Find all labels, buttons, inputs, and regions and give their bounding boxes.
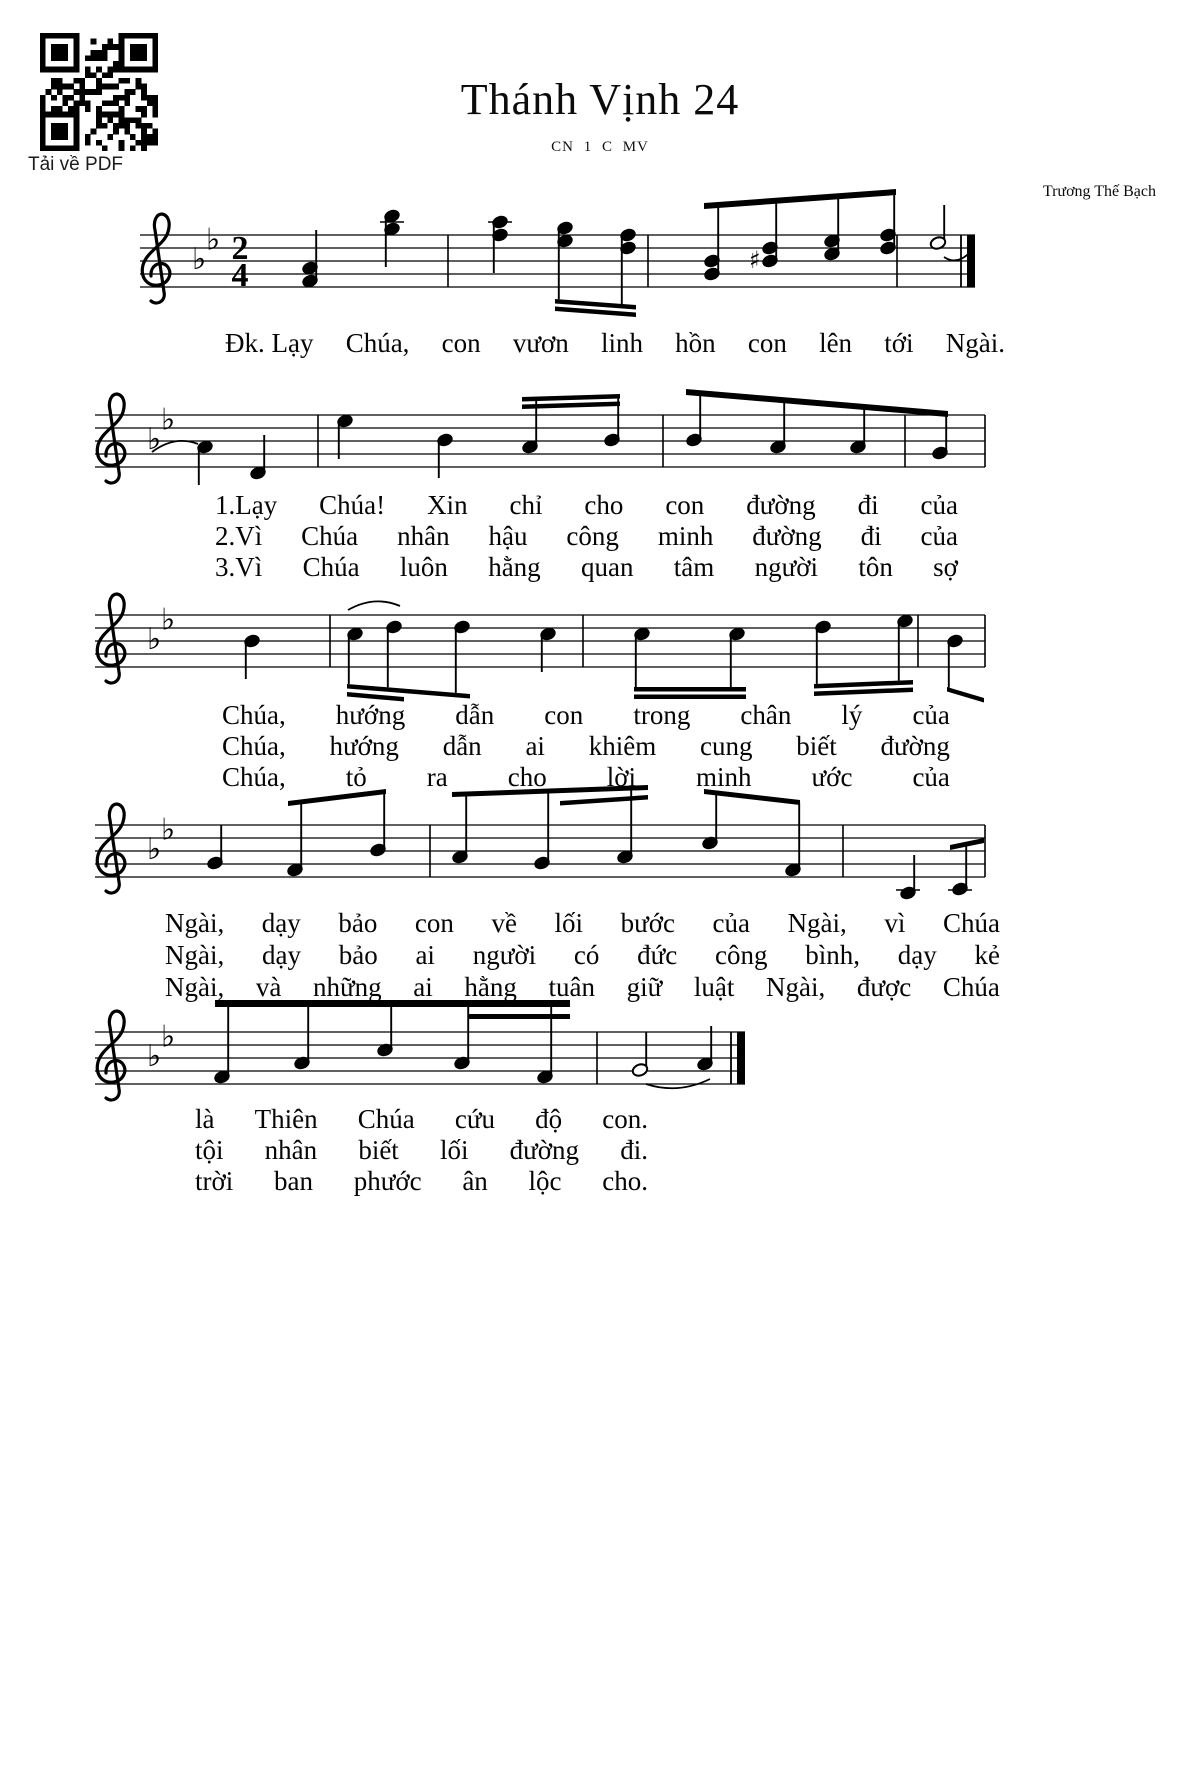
lyric-word: đường	[509, 1135, 580, 1165]
lyric-word: đường	[752, 521, 822, 551]
lyric-word: được	[856, 972, 912, 1002]
lyric-word: Chúa	[942, 972, 1000, 1002]
treble-clef-icon	[142, 214, 170, 303]
lyric-word: trời	[195, 1166, 234, 1196]
lyric-word: tuân	[548, 972, 595, 1002]
lyric-word: con	[747, 328, 787, 358]
staff-system-2	[95, 389, 985, 485]
lyric-word: đường	[880, 731, 950, 761]
flat-sign-icon: ♭	[147, 832, 162, 867]
lyric-word: cho	[584, 490, 624, 520]
note	[849, 407, 867, 455]
lyric-word: Đk. Lạy	[225, 328, 314, 358]
lyric-word: ân	[462, 1166, 488, 1196]
lyric-word: đi.	[620, 1135, 648, 1165]
beam	[686, 389, 948, 417]
lyric-word: vươn	[512, 328, 569, 358]
lyric-word: trong	[633, 700, 691, 730]
lyric-word: cho.	[602, 1166, 648, 1196]
flat-sign-icon: ♭	[161, 812, 176, 848]
lyric-word: con	[665, 490, 705, 520]
flat-sign-icon: ♭	[161, 402, 176, 438]
lyric-word: luôn	[399, 552, 448, 582]
lyric-word: linh	[600, 328, 643, 358]
lyric-word: người	[754, 552, 819, 582]
final-barline-thick	[737, 1032, 745, 1084]
beam	[704, 789, 800, 805]
note	[814, 619, 832, 683]
time-signature-denominator: 4	[231, 257, 249, 294]
note	[749, 201, 779, 274]
lyric-word: lời	[606, 762, 637, 792]
lyric-word: của	[920, 490, 958, 520]
download-pdf-link[interactable]: Tải về PDF	[28, 154, 124, 175]
time-signature-numerator: 2	[231, 230, 249, 267]
page-subtitle: CN 1 C MV	[551, 139, 649, 155]
treble-clef-icon	[97, 594, 125, 683]
note	[931, 414, 949, 461]
lyric-word: hồn	[675, 328, 716, 358]
lyric-word: lý	[841, 700, 863, 730]
lyric-word: hướng	[335, 700, 406, 730]
note	[701, 793, 719, 851]
lyric-word: lên	[819, 328, 853, 358]
final-barline-thick	[967, 235, 975, 287]
lyric-word: của	[712, 908, 750, 938]
flat-sign-icon: ♭	[147, 622, 162, 657]
note	[453, 619, 471, 692]
note	[946, 633, 964, 687]
lyric-word: và	[255, 972, 282, 1002]
sharp-sign-icon: ♯	[749, 246, 761, 274]
staff-system-4	[95, 785, 985, 901]
lyric-word: sợ	[933, 552, 958, 582]
note	[213, 1004, 231, 1085]
beam	[468, 1014, 570, 1019]
note	[879, 192, 897, 255]
lyric-word: công	[566, 521, 619, 551]
beam	[634, 687, 746, 692]
note	[696, 1026, 714, 1072]
lyric-word: đường	[746, 490, 816, 520]
lyric-word: Chúa	[302, 552, 360, 582]
lyric-word: biết	[796, 731, 837, 761]
flat-sign-icon: ♭	[192, 242, 207, 277]
note	[488, 214, 512, 273]
lyric-word: Thiên	[254, 1104, 318, 1134]
lyric-word: của	[920, 521, 958, 551]
lyric-word: có	[573, 940, 600, 970]
lyric-word: ước	[811, 762, 853, 792]
lyric-word: vì	[884, 908, 906, 938]
note	[376, 1004, 394, 1058]
lyric-word: quan	[581, 552, 634, 582]
lyric-word: 3.Vì	[215, 552, 263, 582]
qr-block	[28, 33, 158, 176]
note	[703, 205, 721, 282]
lyric-word: hằng	[464, 972, 517, 1002]
lyric-word: lối	[439, 1135, 469, 1165]
composer-credit: Trương Thế Bạch	[1042, 183, 1156, 200]
lyric-word: tỏ	[345, 762, 367, 792]
lyric-word: tâm	[673, 552, 715, 582]
note	[196, 439, 214, 485]
lyric-word: cứu	[454, 1104, 495, 1134]
staff-system-3	[95, 594, 985, 703]
flat-sign-icon: ♭	[147, 422, 162, 457]
tie-slur	[348, 601, 400, 610]
beam	[814, 688, 913, 697]
beam	[634, 695, 746, 700]
lyric-word: giữ	[626, 972, 663, 1002]
lyric-word: hướng	[329, 731, 399, 761]
note	[633, 626, 651, 687]
lyric-word: Ngài,	[165, 972, 225, 1002]
note	[539, 626, 557, 672]
lyric-word: kẻ	[974, 940, 1000, 970]
note	[823, 196, 841, 261]
note	[784, 802, 802, 877]
lyric-word: là	[195, 1104, 215, 1134]
lyric-word: Chúa,	[222, 762, 286, 792]
lyric-word: con	[414, 908, 454, 938]
lyric-word: ai	[415, 940, 435, 970]
note	[293, 1004, 311, 1071]
lyric-word: Xin	[427, 490, 468, 520]
lyric-word: Ngài.	[945, 328, 1005, 358]
lyric-word: dạy	[261, 940, 301, 970]
lyric-word: bảo	[338, 908, 378, 938]
note	[301, 230, 319, 289]
lyric-word: ban	[274, 1166, 313, 1196]
lyric-word: chân	[740, 700, 792, 730]
lyric-word: phước	[353, 1166, 422, 1196]
lyric-word: con	[544, 700, 584, 730]
lyric-word: con.	[602, 1104, 648, 1134]
lyric-word: Chúa,	[222, 731, 286, 761]
lyric-word: về	[491, 908, 517, 938]
staff-system-5	[95, 1000, 745, 1100]
lyric-word: Ngài,	[165, 940, 225, 970]
lyric-word: người	[472, 940, 537, 970]
lyric-word: luật	[693, 972, 735, 1002]
lyric-word: Chúa,	[222, 700, 286, 730]
note	[206, 825, 224, 871]
lyric-word: của	[912, 700, 950, 730]
lyric-word: ai	[413, 972, 433, 1002]
note	[533, 791, 551, 871]
half-note	[929, 205, 947, 251]
beam	[947, 687, 984, 703]
lyric-word: Chúa	[942, 908, 1000, 938]
lyric-word: tới	[884, 328, 914, 358]
lyric-word: Ngài,	[165, 908, 225, 938]
treble-clef-icon	[97, 804, 125, 893]
beam	[288, 789, 386, 806]
lyric-word: dẫn	[442, 731, 482, 761]
lyric-word: hằng	[488, 552, 541, 582]
lyric-word: lộc	[528, 1166, 562, 1196]
lyric-word: tôn	[858, 552, 893, 582]
lyric-word: ra	[426, 762, 448, 792]
note	[948, 844, 972, 896]
flat-sign-icon: ♭	[161, 602, 176, 638]
lyric-word: của	[912, 762, 950, 792]
note	[249, 435, 267, 481]
beam	[704, 189, 896, 209]
lyric-word: biết	[358, 1135, 399, 1165]
page-title: Thánh Vịnh 24	[460, 75, 740, 124]
note	[453, 1004, 471, 1071]
lyric-word: bảo	[338, 940, 378, 970]
qr-code	[40, 33, 158, 151]
flat-sign-icon: ♭	[147, 1039, 162, 1074]
lyric-word: dạy	[261, 908, 301, 938]
lyric-word: tội	[195, 1135, 224, 1165]
lyric-word: Chúa	[357, 1104, 415, 1134]
treble-clef-icon	[97, 1011, 125, 1100]
lyric-word: Chúa	[301, 521, 359, 551]
lyric-word: bình,	[805, 940, 860, 970]
lyric-word: Ngài,	[765, 972, 826, 1002]
lyric-word: minh	[657, 521, 714, 551]
lyric-word: đức	[637, 940, 678, 970]
note	[451, 794, 469, 865]
lyric-word: nhân	[264, 1135, 318, 1165]
note	[685, 393, 703, 447]
lyric-word: con	[441, 328, 481, 358]
lyric-word: cung	[699, 731, 753, 761]
note	[286, 802, 304, 878]
lyric-word: khiêm	[588, 731, 657, 761]
lyric-word: công	[714, 940, 768, 970]
lyric-word: minh	[696, 762, 752, 792]
lyric-word: lối	[554, 908, 583, 938]
note	[619, 227, 637, 304]
lyric-word: Ngài,	[787, 908, 847, 938]
lyric-word: 1.Lạy	[215, 490, 278, 520]
lyric-word: đi	[857, 490, 879, 520]
note	[896, 855, 920, 901]
lyric-word: ai	[525, 731, 545, 761]
note	[436, 432, 454, 478]
flat-sign-icon: ♭	[161, 1019, 176, 1055]
note	[728, 626, 746, 687]
lyric-word: chỉ	[509, 490, 543, 520]
lyric-word: Chúa,	[345, 328, 410, 358]
lyric-word: đi	[860, 521, 882, 551]
lyric-word: cho	[507, 762, 547, 792]
lyric-word: độ	[535, 1104, 563, 1134]
lyric-word: dạy	[897, 940, 937, 970]
beam	[452, 785, 648, 797]
note	[896, 613, 914, 680]
staff-system-1	[140, 189, 975, 317]
beam	[560, 795, 648, 806]
half-note	[631, 1032, 649, 1078]
treble-clef-icon	[97, 394, 125, 483]
note	[243, 633, 261, 679]
lyric-word: bước	[620, 908, 675, 938]
flat-sign-icon: ♭	[206, 222, 221, 258]
beam	[814, 680, 913, 689]
beam	[347, 692, 404, 702]
lyric-word: nhân	[397, 521, 450, 551]
note	[346, 626, 364, 684]
lyric-word: Chúa!	[319, 490, 386, 520]
lyric-word: những	[312, 972, 382, 1002]
note	[336, 413, 354, 459]
lyric-word: dẫn	[455, 700, 495, 730]
beam	[215, 1000, 570, 1007]
lyric-word: 2.Vì	[215, 521, 263, 551]
note	[380, 208, 404, 267]
lyric-word: hậu	[488, 521, 528, 551]
